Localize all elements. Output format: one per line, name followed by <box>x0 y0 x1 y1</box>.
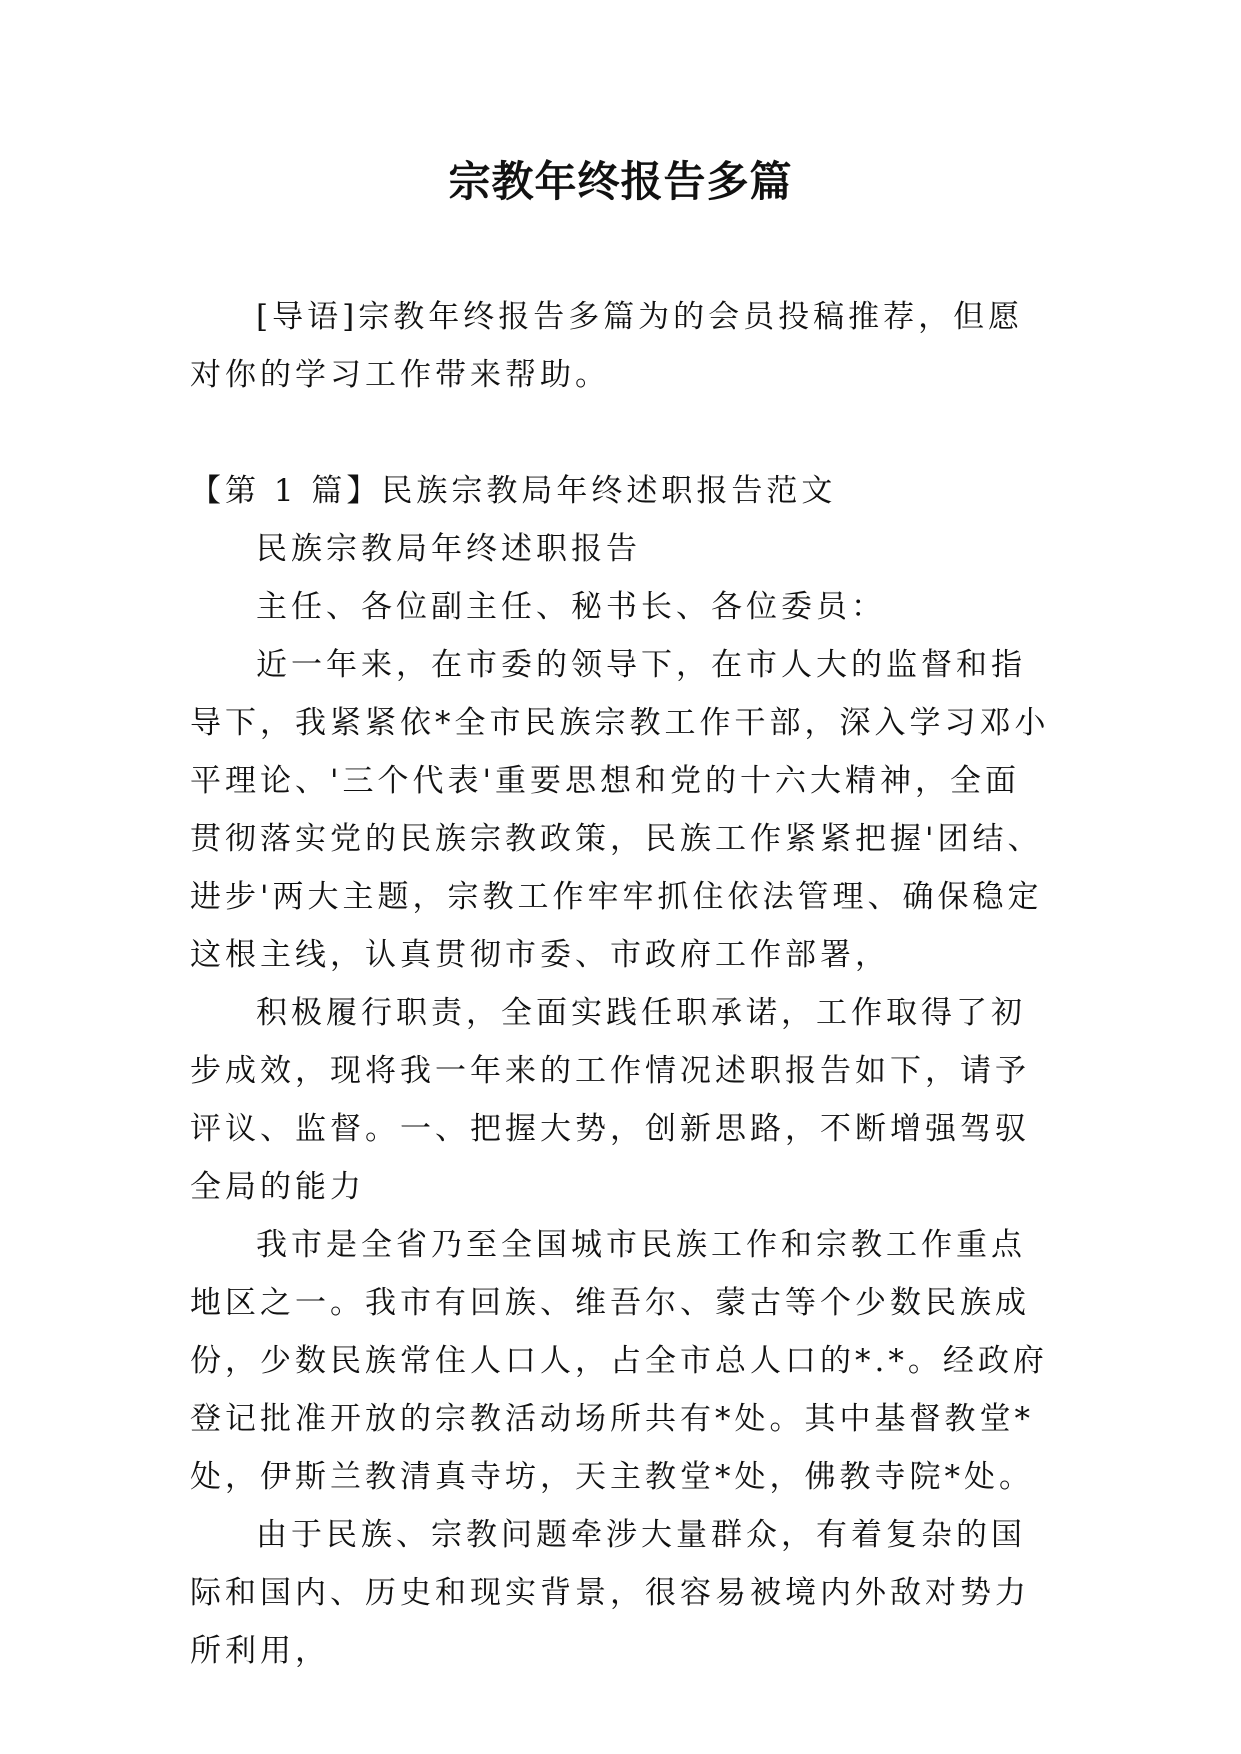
body-paragraph: 近一年来，在市委的领导下，在市人大的监督和指导下，我紧紧依*全市民族宗教工作干部，深入学习邓小平理论、'三个代表'重要思想和党的十六大精神，全面贯彻落实党的民族宗教政策，民族工作紧紧把握'团结、进步'两大主题，宗教工作牢牢抓住依法管理、确保稳定这根主线，认真贯彻市委、市政府工作部署， <box>190 647 1050 973</box>
body-paragraph: 积极履行职责，全面实践任职承诺，工作取得了初步成效，现将我一年来的工作情况述职报告如下，请予评议、监督。一、把握大势，创新思路，不断增强驾驭全局的能力 <box>190 995 1030 1205</box>
salutation: 主任、各位副主任、秘书长、各位委员： <box>256 589 886 625</box>
body-paragraph: 我市是全省乃至全国城市民族工作和宗教工作重点地区之一。我市有回族、维吾尔、蒙古等个少数民族成份，少数民族常住人口人，占全市总人口的*.*。经政府登记批准开放的宗教活动场所共有*处。其中基督教堂*处，伊斯兰教清真寺坊，天主教堂*处，佛教寺院*处。 <box>190 1227 1048 1495</box>
section-heading: 【第 1 篇】民族宗教局年终述职报告范文 <box>190 473 837 509</box>
document-body <box>190 288 1052 1680</box>
body-paragraph: 由于民族、宗教问题牵涉大量群众，有着复杂的国际和国内、历史和现实背景，很容易被境内外敌对势力所利用， <box>190 1517 1030 1669</box>
intro-paragraph: [导语]宗教年终报告多篇为的会员投稿推荐，但愿对你的学习工作带来帮助。 <box>190 299 1024 393</box>
report-subtitle: 民族宗教局年终述职报告 <box>256 531 641 567</box>
paragraph-gap <box>190 404 1052 462</box>
document-title: 宗教年终报告多篇 <box>448 157 793 206</box>
